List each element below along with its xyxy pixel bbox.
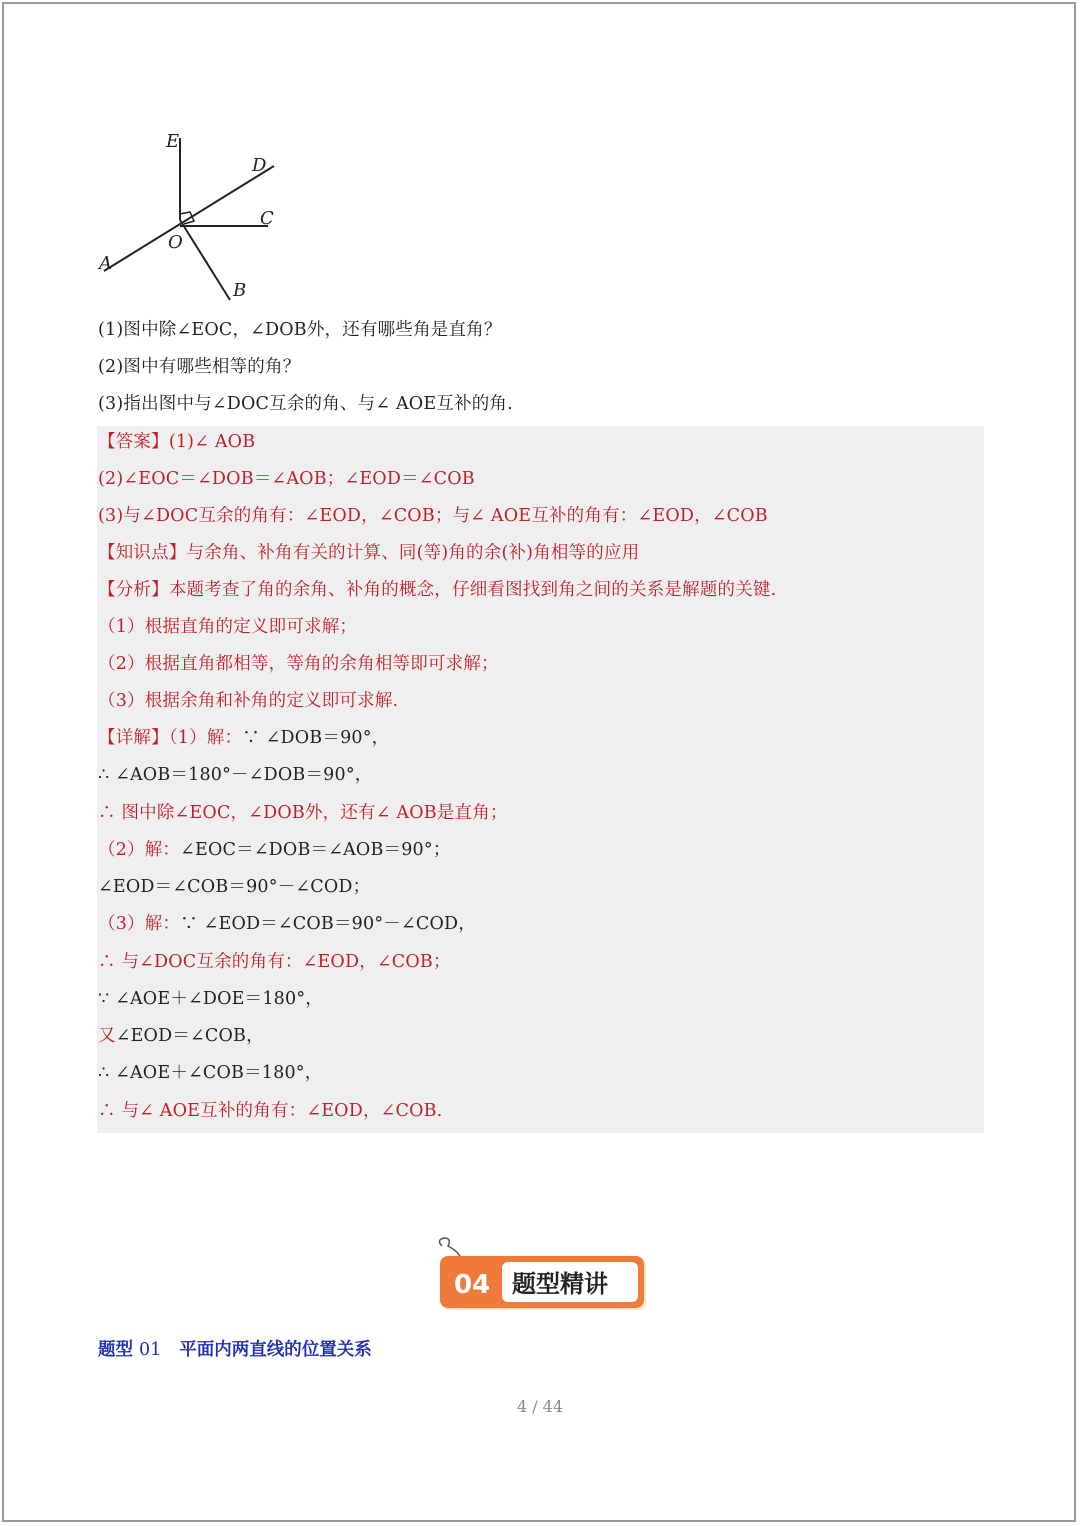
section-badge-graphic — [432, 1236, 652, 1318]
detail-text-4: ∠EOC＝∠DOB＝∠AOB＝90°； — [180, 840, 451, 860]
detail-line-11 — [98, 1097, 443, 1122]
detail-line-6 — [98, 910, 476, 935]
detail-line-5 — [98, 873, 370, 898]
knowledge-tag: 【知识点】 — [98, 543, 187, 563]
type-title-text: 平面内两直线的位置关系 — [179, 1340, 372, 1360]
knowledge-text: 与余角、补角有关的计算、同(等)角的余(补)角相等的应用 — [186, 543, 640, 563]
answer-line-3: (3)与∠DOC互余的角有：∠EOD，∠COB；与∠ AOE互补的角有：∠EOD，∠COB — [98, 506, 768, 526]
analysis-step-3: （3）根据余角和补角的定义即可求解. — [98, 691, 399, 711]
answer-tag: 【答案】 — [98, 432, 169, 452]
type-heading — [98, 1336, 372, 1361]
detail-text-9: ∠EOD＝∠COB， — [115, 1026, 264, 1046]
answer-text-1: (1)∠ AOB — [168, 432, 256, 452]
detail-text-6: ∵ ∠EOD＝∠COB＝90°－∠COD， — [180, 914, 476, 934]
knowledge-line — [98, 539, 639, 564]
detail-line-4 — [98, 836, 451, 861]
detail-text-2: ∴ ∠AOB＝180°－∠DOB＝90°， — [98, 765, 373, 785]
detail-line-8 — [98, 985, 323, 1010]
label-o: O — [168, 232, 183, 253]
question-2: (2)图中有哪些相等的角？ — [98, 357, 301, 377]
detail-text-10: ∴ ∠AOE＋∠COB＝180°， — [98, 1063, 323, 1083]
question-1: (1)图中除∠EOC，∠DOB外，还有哪些角是直角？ — [98, 320, 502, 340]
angle-figure — [96, 126, 286, 306]
detail-prefix-9: 又 — [98, 1026, 116, 1046]
detail-text-11: ∴ 与∠ AOE互补的角有：∠EOD，∠COB. — [98, 1101, 443, 1121]
detail-prefix-1: （1）解： — [168, 728, 243, 748]
answer-line-1 — [98, 428, 255, 453]
label-a: A — [99, 253, 112, 274]
detail-line-2 — [98, 761, 372, 786]
detail-text-3: ∴ 图中除∠EOC，∠DOB外，还有∠ AOB是直角； — [98, 803, 508, 823]
detail-prefix-6: （3）解： — [98, 914, 181, 934]
analysis-line — [98, 576, 776, 601]
detail-line-9 — [98, 1022, 264, 1047]
label-b: B — [233, 280, 247, 301]
detail-text-7: ∴ 与∠DOC互余的角有：∠EOD，∠COB； — [98, 952, 451, 972]
detail-tag: 【详解】 — [98, 728, 169, 748]
detail-text-8: ∵ ∠AOE＋∠DOE＝180°， — [98, 989, 323, 1009]
analysis-step-2: （2）根据直角都相等，等角的余角相等即可求解； — [98, 654, 499, 674]
detail-prefix-4: （2）解： — [98, 840, 181, 860]
answer-line-2: (2)∠EOC＝∠DOB＝∠AOB；∠EOD＝∠COB — [98, 469, 475, 489]
section-badge — [432, 1236, 652, 1318]
analysis-step-1: （1）根据直角的定义即可求解； — [98, 617, 358, 637]
label-c: C — [260, 208, 274, 229]
type-number: 01 — [139, 1340, 162, 1360]
detail-line-7 — [98, 948, 451, 973]
detail-line-3 — [98, 799, 508, 824]
detail-text-5: ∠EOD＝∠COB＝90°－∠COD； — [98, 877, 371, 897]
angle-diagram — [96, 126, 286, 306]
section-number: 04 — [454, 1270, 491, 1300]
section-title: 题型精讲 — [512, 1270, 608, 1298]
detail-line-1 — [98, 724, 389, 749]
detail-text-1: ∵ ∠DOB＝90°， — [242, 728, 390, 748]
page-number: 4 / 44 — [516, 1397, 564, 1416]
question-3: (3)指出图中与∠DOC互余的角、与∠ AOE互补的角. — [98, 394, 513, 414]
analysis-text: 本题考查了角的余角、补角的概念，仔细看图找到角之间的关系是解题的关键. — [168, 580, 777, 600]
label-d: D — [252, 155, 267, 176]
type-prefix: 题型 — [98, 1340, 133, 1360]
analysis-tag: 【分析】 — [98, 580, 169, 600]
detail-line-10 — [98, 1059, 322, 1084]
label-e: E — [166, 131, 180, 152]
